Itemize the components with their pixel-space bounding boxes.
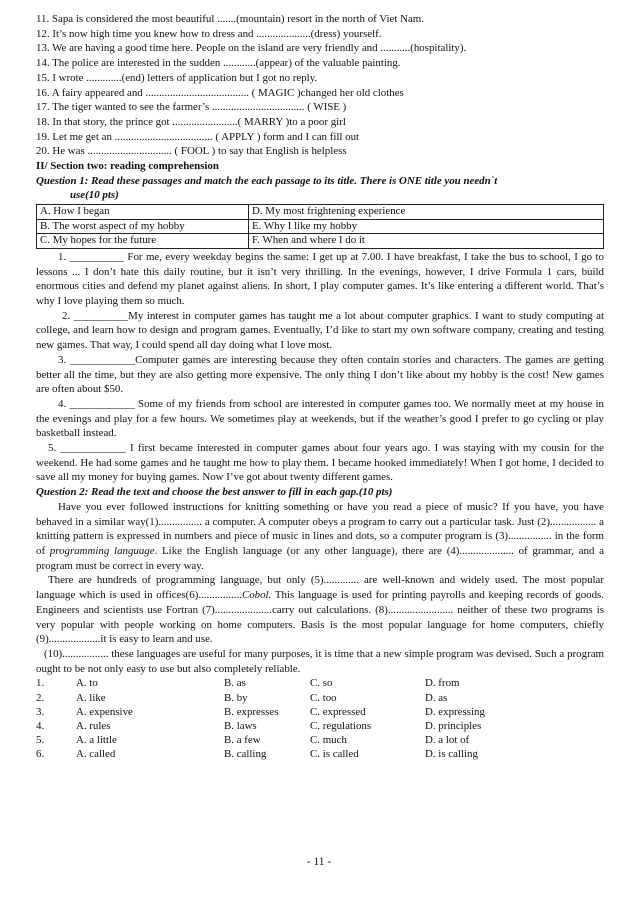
cloze-text: Have you ever followed instructions for knitting something or have you read a piece of music? If you have, you have behaved in a similar way(1)................ a computer. A computer obeys a program to carry out a particular task. Just (2)................. a knitting pattern is expressed in numbers and piece of music in lines and dots, so a computer program is (3)................ in the form of [36,500,604,557]
option-c: C. is called [310,748,359,761]
passage-3: 3. ____________Computer games are interesting because they often contain stories and characters. The games are getting better all the time, but they are also getting more expensive. The only thing I don’t like about my hobby is the cost! New games are often about $50. [36,353,604,396]
answer-row [36,733,604,747]
answer-row [36,705,604,719]
cloze-text: . Like the English language (or any other language), there are (4).................... of grammar, and a program must be correct in every way. [36,544,604,572]
question2-instruction: Read the text and choose the best answer to fill in each gap.(10 pts) [88,486,393,499]
option-a: A. called [76,748,116,761]
answer-row [36,676,604,690]
exercise-item: 15. I wrote .............(end) letters of application but I got no reply. [36,71,318,84]
question1-instruction-cont: use(10 pts) [70,189,119,202]
title-option: B. The worst aspect of my hobby [37,219,249,234]
cloze-text: There are hundreds of programming language, but only (5)............. are well-known and widely used. The most popular language which is used in offices(6)................ [36,574,604,602]
answer-number: 5. [36,734,45,747]
option-c: C. too [310,691,337,704]
cloze-text: This language is used for printing payrolls and keeping records of goods. Engineers and scientists use Fortran (7).....................carry out calculations. (8)........................ neither of these two programs is very popular with people working on home computers. Basis is the most popular language for home computers, chiefly (9)...................it is easy to learn and use. [36,589,604,646]
answer-number: 4. [36,719,45,732]
option-c: C. so [310,677,333,690]
cloze-paragraph-3: (10)................. these languages are useful for many purposes, it is time that a new simple program was devised. Such a program ought to be not only easy to use but also completely reliable. [36,647,604,675]
cloze-paragraph-1 [36,500,604,574]
option-a: A. expensive [76,705,133,718]
titles-table [36,204,604,249]
option-d: D. expressing [425,705,485,718]
title-option: E. Why I like my hobby [249,219,604,234]
option-a: A. a little [76,734,117,747]
cloze-paragraph-2 [36,573,604,647]
answer-row [36,747,604,761]
table-row [37,219,604,234]
option-b: B. laws [224,719,257,732]
document-page [36,12,604,762]
exercise-item: 20. He was ............................... ( FOOL ) to say that English is helpless [36,145,347,158]
option-b: B. a few [224,734,261,747]
answer-number: 3. [36,705,45,718]
title-option: D. My most frightening experience [249,205,604,220]
page-number: - 11 - [306,856,332,868]
option-d: D. from [425,677,460,690]
answer-row [36,719,604,733]
exercise-list [36,12,604,159]
exercise-item: 11. Sapa is considered the most beautiful .......(mountain) resort in the north of Viet Nam. [36,13,424,25]
option-d: D. a lot of [425,734,470,747]
title-option: F. When and where I do it [249,234,604,249]
table-row [37,205,604,220]
passage-2: 2. __________My interest in computer games has taught me a lot about computer graphics. I want to study computing at college, and learn how to design and program games. Eventually, I’d like to start my own software company, creating and testing new games. That way, I could spend all day doing what I love most. [36,309,604,352]
exercise-item: 18. In that story, the prince got ........................( MARRY )to a poor girl [36,115,346,128]
passage-5: 5. ____________ I first became interested in computer games about four years ago. I was staying with my cousin for the weekend. He had some games and he taught me how to play them. I became hooked immediately! When I got home, I decided to save all my money for buying games. Now I’ve got about twenty different games. [36,442,604,484]
cloze-emphasis: programming language [49,544,155,557]
question1-label: Question 1: [36,174,89,187]
answer-number: 1. [36,677,45,690]
option-a: A. rules [76,719,111,732]
cloze-emphasis: Cobol. [241,589,272,602]
answer-number: 2. [36,691,45,704]
exercise-item: 19. Let me get an .................................... ( APPLY ) form and I can fill out [36,130,360,143]
option-d: D. principles [425,719,482,732]
passage-4: 4. ____________ Some of my friends from school are interested in computer games too. We normally meet at my house in the evenings and play for a few hours. We sometimes play at weekends, but if the weather’s good I prefer to go cycling or play basketball instead. [36,397,604,440]
answer-options-table [36,676,604,761]
question1-instruction-text: Read these passages and match the each passage to its title. There is ONE title you needn`t [88,174,498,187]
question2-label: Question 2: [36,486,89,499]
option-c: C. regulations [310,719,372,732]
option-b: B. by [224,691,248,704]
option-b: B. as [224,677,246,690]
answer-number: 6. [36,748,45,761]
exercise-item: 13. We are having a good time here. People on the island are very friendly and ...........(hospitality). [36,42,467,55]
option-d: D. as [425,691,448,704]
option-a: A. like [76,691,106,704]
title-option: A. How I began [37,205,249,220]
option-b: B. calling [224,748,267,761]
table-row [37,234,604,249]
option-d: D. is calling [425,748,478,761]
exercise-item: 12. It’s now high time you knew how to dress and ....................(dress) yourself. [36,27,382,40]
option-c: C. much [310,734,347,747]
exercise-item: 17. The tiger wanted to see the farmer’s .................................. ( WISE ) [36,101,347,114]
exercise-item: 14. The police are interested in the sudden ............(appear) of the valuable painting. [36,57,401,70]
passage-1: 1. __________ For me, every weekday begins the same: I get up at 7.00. I have breakfast, I take the bus to school, I go to lessons ... I don’t hate this daily routine, but it isn’t very thrilling. In the evenings, however, I drive Formula 1 cars, build enormous cities and defend my planet against aliens. In short, I play computer games. It’s like entering a different world. That’s why I love playing them so much. [36,250,604,308]
option-a: A. to [76,677,98,690]
title-option: C. My hopes for the future [37,234,249,249]
question1-instruction [36,174,604,203]
exercise-item: 16. A fairy appeared and ...................................... ( MAGIC )changed her old clothes [36,86,404,99]
option-b: B. expresses [224,705,279,718]
answer-row [36,691,604,705]
section-heading: II/ Section two: reading comprehension [36,160,219,173]
option-c: C. expressed [310,705,366,718]
